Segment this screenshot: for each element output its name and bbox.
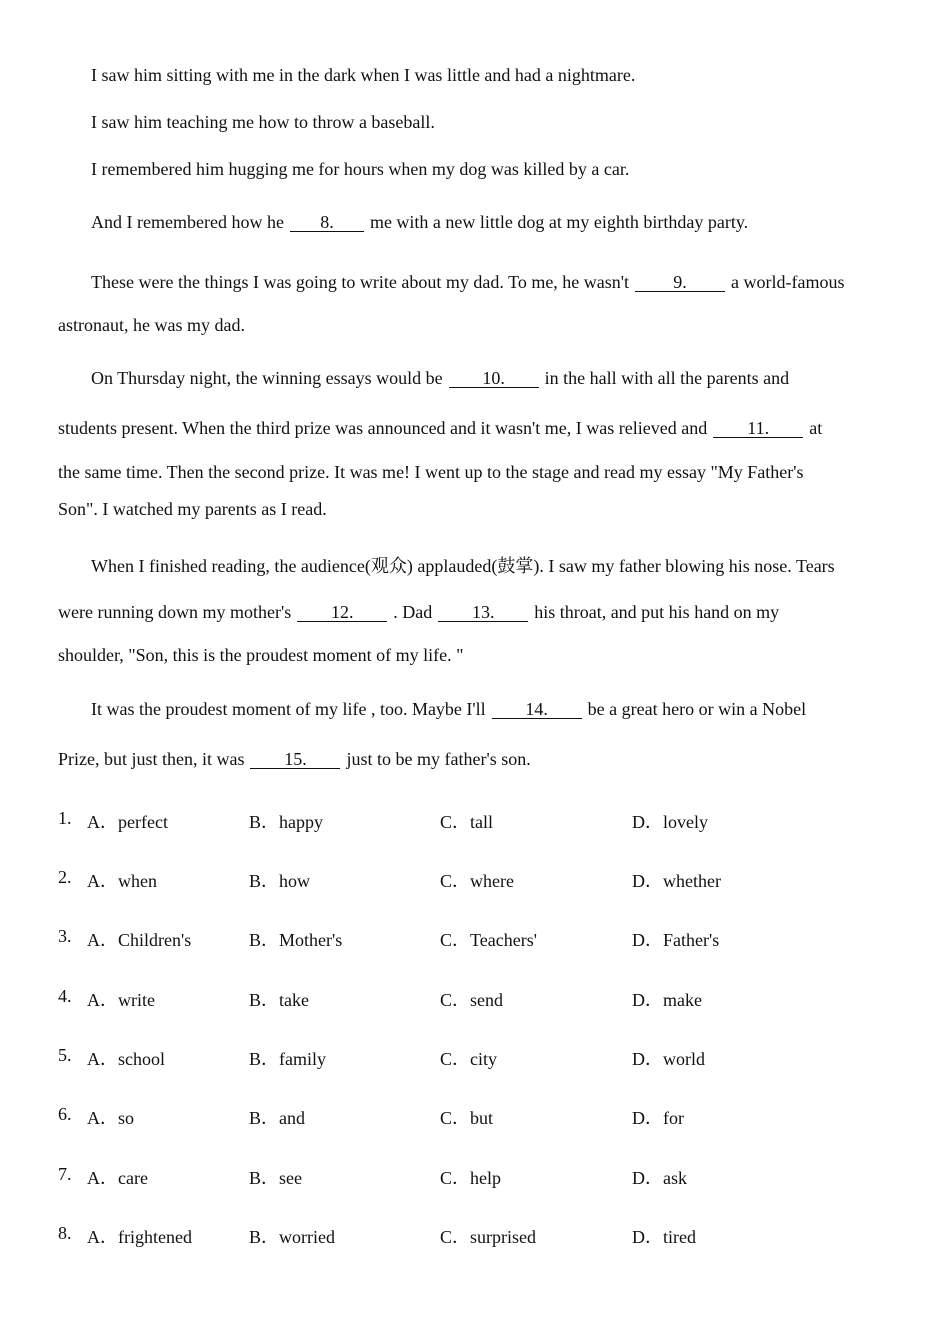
text-span: Prize, but just then, it was bbox=[58, 749, 245, 769]
question-number: 3. bbox=[58, 926, 72, 946]
option-a[interactable]: A．frightened bbox=[87, 1227, 192, 1247]
text-span: It was the proudest moment of my life , too. Maybe I'll bbox=[91, 699, 486, 719]
option-d[interactable]: D．Father's bbox=[632, 930, 720, 950]
option-a[interactable]: A．care bbox=[87, 1168, 148, 1188]
text-span: me with a new little dog at my eighth birthday party. bbox=[369, 212, 749, 232]
text-span: On Thursday night, the winning essays would be bbox=[91, 368, 443, 388]
option-a[interactable]: A．Children's bbox=[87, 930, 192, 950]
blank-10[interactable]: 10. bbox=[449, 369, 539, 388]
option-a[interactable]: A．so bbox=[87, 1108, 135, 1128]
question-number: 8. bbox=[58, 1223, 72, 1243]
passage-line: shoulder, "Son, this is the proudest moment of my life. " bbox=[58, 645, 464, 665]
passage-line: astronaut, he was my dad. bbox=[58, 315, 245, 335]
blank-13[interactable]: 13. bbox=[438, 603, 528, 622]
passage-line bbox=[58, 418, 822, 439]
text-span: in the hall with all the parents and bbox=[544, 368, 790, 388]
blank-9[interactable]: 9. bbox=[635, 273, 725, 292]
text-span: students present. When the third prize was announced and it wasn't me, I was relieved and bbox=[58, 418, 708, 438]
option-c[interactable]: C．where bbox=[440, 871, 514, 891]
text-span: were running down my mother's bbox=[58, 602, 292, 622]
passage-line: the same time. Then the second prize. It was me! I went up to the stage and read my essay "My Father's bbox=[58, 462, 804, 482]
option-d[interactable]: D．for bbox=[632, 1108, 684, 1128]
option-a[interactable]: A．perfect bbox=[87, 812, 168, 832]
question-row bbox=[0, 926, 950, 950]
question-number: 1. bbox=[58, 808, 72, 828]
blank-11[interactable]: 11. bbox=[713, 419, 803, 438]
passage-line bbox=[91, 368, 789, 389]
blank-15[interactable]: 15. bbox=[250, 750, 340, 769]
option-b[interactable]: B．happy bbox=[249, 812, 323, 832]
text-span: These were the things I was going to write about my dad. To me, he wasn't bbox=[91, 272, 630, 292]
option-c[interactable]: C．send bbox=[440, 990, 503, 1010]
text-span: And I remembered how he bbox=[91, 212, 284, 232]
passage-line: I saw him teaching me how to throw a baseball. bbox=[91, 112, 435, 132]
option-a[interactable]: A．when bbox=[87, 871, 157, 891]
text-span: at bbox=[809, 418, 823, 438]
blank-8[interactable]: 8. bbox=[290, 213, 364, 232]
option-d[interactable]: D．whether bbox=[632, 871, 721, 891]
option-c[interactable]: C．Teachers' bbox=[440, 930, 537, 950]
question-number: 5. bbox=[58, 1045, 72, 1065]
passage-line bbox=[58, 602, 779, 623]
option-d[interactable]: D．lovely bbox=[632, 812, 708, 832]
option-d[interactable]: D．make bbox=[632, 990, 702, 1010]
option-b[interactable]: B．see bbox=[249, 1168, 302, 1188]
option-d[interactable]: D．world bbox=[632, 1049, 705, 1069]
option-c[interactable]: C．city bbox=[440, 1049, 497, 1069]
option-c[interactable]: C．surprised bbox=[440, 1227, 536, 1247]
passage-line bbox=[91, 699, 806, 720]
option-a[interactable]: A．school bbox=[87, 1049, 165, 1069]
option-b[interactable]: B．and bbox=[249, 1108, 305, 1128]
blank-12[interactable]: 12. bbox=[297, 603, 387, 622]
passage-line bbox=[91, 212, 748, 233]
question-number: 7. bbox=[58, 1164, 72, 1184]
text-span: be a great hero or win a Nobel bbox=[587, 699, 807, 719]
option-b[interactable]: B．how bbox=[249, 871, 311, 891]
passage-line bbox=[58, 749, 531, 770]
option-b[interactable]: B．Mother's bbox=[249, 930, 343, 950]
option-b[interactable]: B．take bbox=[249, 990, 309, 1010]
question-row bbox=[0, 1223, 950, 1247]
option-d[interactable]: D．ask bbox=[632, 1168, 687, 1188]
passage-line: I remembered him hugging me for hours when my dog was killed by a car. bbox=[91, 159, 630, 179]
option-d[interactable]: D．tired bbox=[632, 1227, 696, 1247]
passage-line: When I finished reading, the audience(观众) applauded(鼓掌). I saw my father blowing his nose. Tears bbox=[91, 556, 835, 576]
option-c[interactable]: C．help bbox=[440, 1168, 501, 1188]
question-row bbox=[0, 1164, 950, 1188]
passage-line: I saw him sitting with me in the dark when I was little and had a nightmare. bbox=[91, 65, 636, 85]
question-row bbox=[0, 867, 950, 891]
option-c[interactable]: C．but bbox=[440, 1108, 494, 1128]
question-number: 2. bbox=[58, 867, 72, 887]
text-span: a world-famous bbox=[731, 272, 845, 292]
question-number: 4. bbox=[58, 986, 72, 1006]
text-span: . Dad bbox=[393, 602, 433, 622]
option-b[interactable]: B．family bbox=[249, 1049, 326, 1069]
question-row bbox=[0, 986, 950, 1010]
question-row bbox=[0, 1104, 950, 1128]
question-row bbox=[0, 1045, 950, 1069]
passage-line bbox=[91, 272, 845, 293]
text-span: his throat, and put his hand on my bbox=[534, 602, 780, 622]
option-c[interactable]: C．tall bbox=[440, 812, 493, 832]
option-a[interactable]: A．write bbox=[87, 990, 155, 1010]
blank-14[interactable]: 14. bbox=[492, 700, 582, 719]
question-row bbox=[0, 808, 950, 832]
passage-line: Son". I watched my parents as I read. bbox=[58, 499, 327, 519]
option-b[interactable]: B．worried bbox=[249, 1227, 335, 1247]
question-number: 6. bbox=[58, 1104, 72, 1124]
text-span: just to be my father's son. bbox=[346, 749, 531, 769]
